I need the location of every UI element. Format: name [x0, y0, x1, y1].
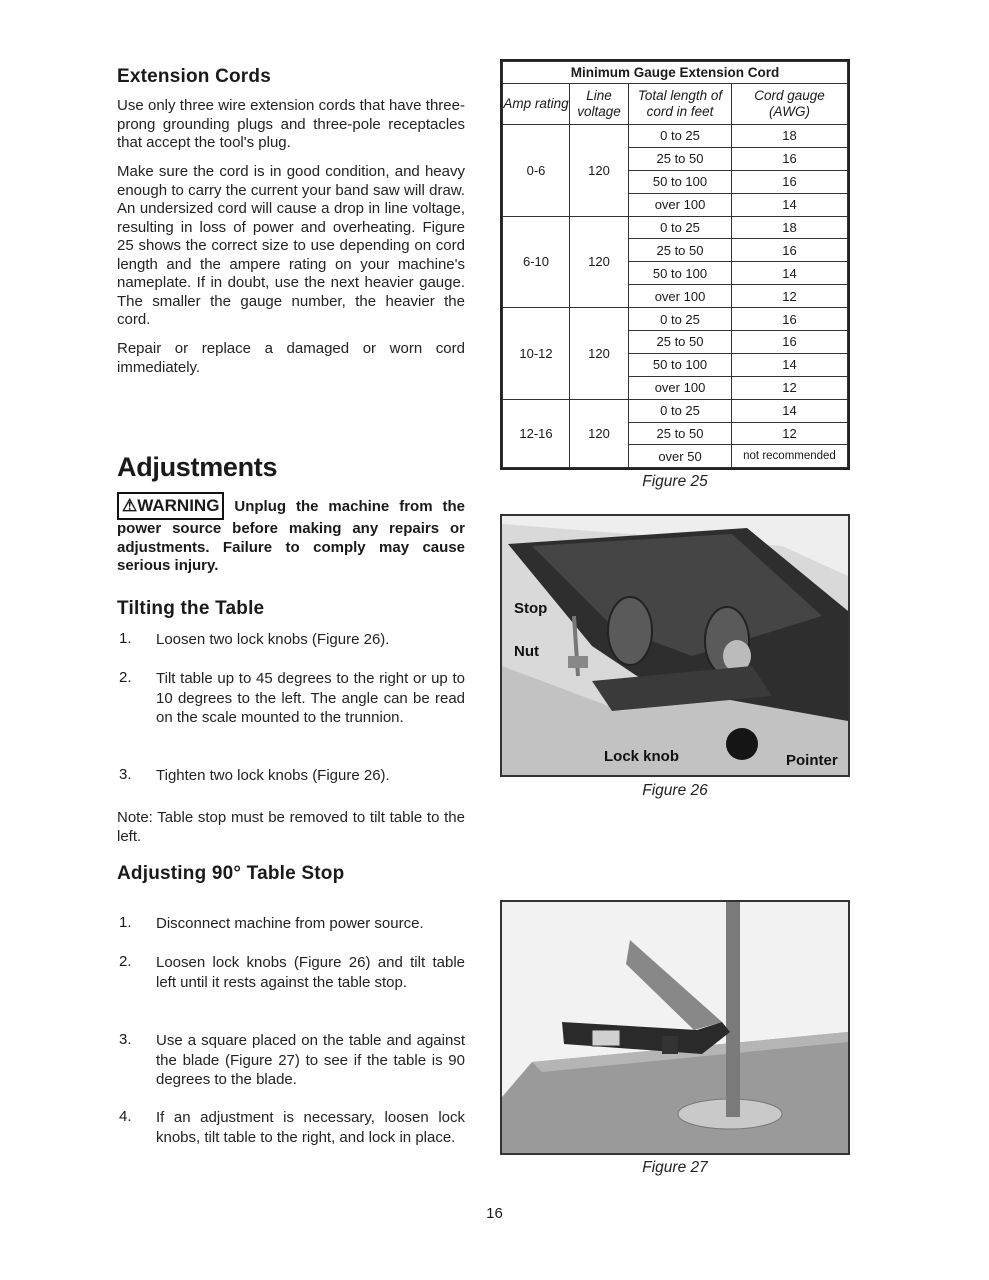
amp-rating-cell: 12-16 [503, 399, 570, 468]
cord-gauge-cell: 12 [732, 376, 848, 399]
cord-length-cell: 25 to 50 [629, 422, 732, 445]
extension-paragraph-2: Make sure the cord is in good condition, and heavy enough to carry the current your band saw will draw. An undersized cord will cause a drop in line voltage, resulting in loss of power and overheating. Figure 25 shows the correct size to use depending on cord length and the ampere rating on your machine's nameplate. If in doubt, use the next heavier gauge. The smaller the gauge number, the heavier the cord. [117, 163, 465, 328]
step-text: Tighten two lock knobs (Figure 26). [156, 767, 390, 784]
cord-gauge-cell: 12 [732, 285, 848, 308]
extension-cords-heading: Extension Cords [117, 66, 271, 87]
column-header: Cord gauge (AWG) [732, 84, 848, 125]
cord-length-cell: 50 to 100 [629, 262, 732, 285]
warning-badge [117, 492, 224, 520]
cord-length-cell: 25 to 50 [629, 331, 732, 354]
table-row [503, 308, 848, 331]
amp-rating-cell: 0-6 [503, 125, 570, 217]
step-text: Tilt table up to 45 degrees to the right or up to 10 degrees to the left. The angle can be read on the scale mounted to the trunnion. [156, 670, 465, 726]
warning-label: WARNING [137, 496, 220, 515]
pointer-label: Pointer [786, 752, 838, 769]
cord-length-cell: 25 to 50 [629, 147, 732, 170]
cord-gauge-cell: 16 [732, 147, 848, 170]
line-voltage-cell: 120 [570, 216, 629, 308]
figure-26-caption: Figure 26 [642, 782, 708, 799]
nut-label: Nut [514, 643, 539, 660]
table-body [503, 125, 848, 468]
step-number: 3. [119, 766, 132, 783]
table-row [503, 399, 848, 422]
table-title: Minimum Gauge Extension Cord [503, 62, 848, 84]
cord-gauge-cell: 14 [732, 353, 848, 376]
table-row [503, 216, 848, 239]
figure-25-caption: Figure 25 [642, 473, 708, 490]
extension-paragraph-3: Repair or replace a damaged or worn cord immediately. [117, 340, 465, 376]
step-number: 1. [119, 630, 132, 647]
cord-length-cell: 0 to 25 [629, 308, 732, 331]
cord-gauge-cell: 14 [732, 193, 848, 216]
step-number: 4. [119, 1108, 132, 1125]
cord-length-cell: over 50 [629, 445, 732, 468]
cord-gauge-cell: 16 [732, 170, 848, 193]
column-header: Amp rating [503, 84, 570, 125]
amp-rating-cell: 10-12 [503, 308, 570, 400]
step-text: Disconnect machine from power source. [156, 915, 424, 932]
cord-length-cell: over 100 [629, 193, 732, 216]
table-row [503, 125, 848, 148]
amp-rating-cell: 6-10 [503, 216, 570, 308]
step-number: 3. [119, 1031, 132, 1048]
cord-length-cell: 50 to 100 [629, 170, 732, 193]
note-text: Note: Table stop must be removed to tilt table to the left. [117, 809, 465, 845]
cord-length-cell: over 100 [629, 376, 732, 399]
warning-block [117, 492, 465, 576]
cord-gauge-cell: not recommended [732, 445, 848, 468]
step-number: 2. [119, 953, 132, 970]
line-voltage-cell: 120 [570, 125, 629, 217]
cord-length-cell: 50 to 100 [629, 353, 732, 376]
table-stop-heading: Adjusting 90° Table Stop [117, 863, 345, 884]
cord-gauge-cell: 18 [732, 216, 848, 239]
cord-gauge-cell: 16 [732, 239, 848, 262]
column-header: Line voltage [570, 84, 629, 125]
cord-gauge-cell: 14 [732, 399, 848, 422]
step-text: Use a square placed on the table and against the blade (Figure 27) to see if the table is 90 degrees to the blade. [156, 1032, 465, 1088]
figure-26-photo [500, 514, 850, 777]
cord-length-cell: 25 to 50 [629, 239, 732, 262]
cord-gauge-cell: 16 [732, 331, 848, 354]
step-number: 1. [119, 914, 132, 931]
figure-27-caption: Figure 27 [642, 1159, 708, 1176]
band-saw-trunnion-image [502, 516, 848, 775]
cord-length-cell: 0 to 25 [629, 125, 732, 148]
figure-27-photo [500, 900, 850, 1155]
step-text: If an adjustment is necessary, loosen lock knobs, tilt table to the right, and lock in place. [156, 1109, 465, 1146]
line-voltage-cell: 120 [570, 399, 629, 468]
lock-knob-label: Lock knob [604, 748, 680, 765]
warning-text: Unplug the machine from the power source before making any repairs or adjustments. Failure to comply may cause serious injury. [117, 498, 465, 574]
step-text: Loosen two lock knobs (Figure 26). [156, 631, 390, 648]
warning-triangle-icon: ⚠ [122, 496, 138, 515]
cord-gauge-cell: 14 [732, 262, 848, 285]
cord-length-cell: over 100 [629, 285, 732, 308]
page-number: 16 [486, 1205, 503, 1222]
square-on-table-image [502, 902, 848, 1153]
cord-length-cell: 0 to 25 [629, 216, 732, 239]
extension-cord-table [500, 59, 850, 470]
column-header: Total length of cord in feet [629, 84, 732, 125]
line-voltage-cell: 120 [570, 308, 629, 400]
extension-paragraph-1: Use only three wire extension cords that have three-prong grounding plugs and three-pole receptacles that accept the tool's plug. [117, 97, 465, 151]
cord-gauge-cell: 18 [732, 125, 848, 148]
cord-gauge-cell: 12 [732, 422, 848, 445]
stop-label: Stop [514, 600, 548, 617]
step-number: 2. [119, 669, 132, 686]
cord-gauge-cell: 16 [732, 308, 848, 331]
step-text: Loosen lock knobs (Figure 26) and tilt table left until it rests against the table stop. [156, 954, 465, 991]
adjustments-heading: Adjustments [117, 452, 278, 482]
cord-length-cell: 0 to 25 [629, 399, 732, 422]
tilting-table-heading: Tilting the Table [117, 598, 265, 619]
